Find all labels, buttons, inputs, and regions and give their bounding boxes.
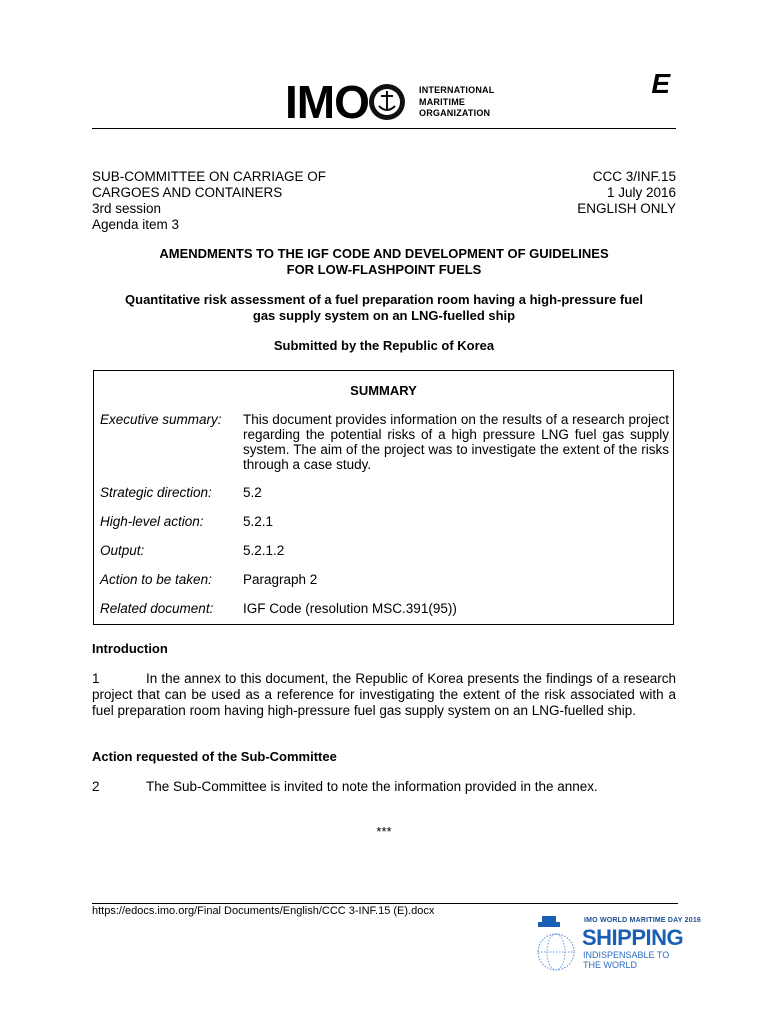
summary-label: High-level action:: [100, 514, 204, 529]
document-title: [92, 246, 676, 278]
doc-date: 1 July 2016: [606, 185, 676, 200]
summary-heading: SUMMARY: [350, 383, 417, 398]
paragraph-number: 1: [92, 671, 100, 686]
introduction-heading: Introduction: [92, 641, 168, 656]
logo-mark: IMO: [285, 76, 369, 128]
end-separator: ***: [376, 824, 392, 839]
summary-label: Executive summary:: [100, 412, 222, 427]
badge-subtitle-line: THE WORLD: [583, 960, 637, 970]
title-line: FOR LOW-FLASHPOINT FUELS: [286, 262, 482, 277]
subtitle-line: Quantitative risk assessment of a fuel preparation room having a high-pressure fuel: [125, 292, 643, 307]
org-name: [419, 85, 494, 120]
doc-symbol: CCC 3/INF.15: [592, 169, 676, 184]
summary-label: Strategic direction:: [100, 485, 212, 500]
org-line-1: INTERNATIONAL: [419, 85, 495, 95]
imo-emblem-icon: [367, 82, 407, 122]
summary-value: This document provides information on the results of a research project regarding the potential risks of a high pressure LNG fuel gas supply system. The aim of the project was to investigate the extent of the risks through a case study.: [243, 412, 669, 472]
summary-label: Action to be taken:: [100, 572, 212, 587]
session-line: 3rd session: [92, 201, 162, 216]
badge-subtitle-line: INDISPENSABLE TO: [583, 950, 670, 960]
badge-title: SHIPPING: [582, 925, 684, 950]
language-letter: E: [651, 68, 670, 99]
org-line-2: MARITIME: [419, 96, 466, 107]
summary-value: Paragraph 2: [243, 572, 318, 587]
committee-info: [92, 169, 326, 233]
paragraph-text: The Sub-Committee is invited to note the information provided in the annex.: [146, 779, 598, 794]
paragraph-2: [92, 779, 676, 795]
summary-value: 5.2.1.2: [243, 543, 285, 558]
summary-label: Related document:: [100, 601, 214, 616]
document-info: [577, 169, 676, 217]
action-heading: Action requested of the Sub-Committee: [92, 749, 337, 764]
imo-logo: [285, 78, 515, 126]
subtitle-line: gas supply system on an LNG-fuelled ship: [252, 308, 516, 323]
footer-rule: [92, 903, 678, 904]
paragraph-text: In the annex to this document, the Republic of Korea presents the findings of a research project that can be used as a reference for investigating the extent of the risk associated with a fuel preparation room having high-pressure fuel gas supply system on an LNG-fuelled ship.: [92, 671, 676, 718]
title-line: AMENDMENTS TO THE IGF CODE AND DEVELOPMENT OF GUIDELINES: [159, 246, 609, 261]
badge-event-label: IMO WORLD MARITIME DAY 2016: [584, 917, 702, 924]
summary-box: [93, 370, 674, 625]
committee-line: SUB-COMMITTEE ON CARRIAGE OF: [92, 169, 327, 184]
paragraph-1: [92, 671, 676, 719]
org-line-3: ORGANIZATION: [419, 108, 491, 118]
header-rule: [92, 128, 676, 129]
submitted-by: Submitted by the Republic of Korea: [273, 338, 495, 353]
summary-value: 5.2: [243, 485, 262, 500]
footer-file-path: https://edocs.imo.org/Final Documents/English/CCC 3-INF.15 (E).docx: [92, 905, 435, 917]
globe-ship-icon: [534, 914, 580, 974]
doc-language: ENGLISH ONLY: [577, 201, 676, 216]
committee-line: CARGOES AND CONTAINERS: [92, 185, 283, 200]
summary-value: IGF Code (resolution MSC.391(95)): [243, 601, 457, 616]
agenda-line: Agenda item 3: [92, 217, 180, 232]
summary-label: Output:: [100, 543, 145, 558]
badge-subtitle: [583, 950, 669, 970]
summary-value: 5.2.1: [243, 514, 274, 529]
paragraph-number: 2: [92, 779, 100, 794]
document-subtitle: [92, 292, 676, 324]
